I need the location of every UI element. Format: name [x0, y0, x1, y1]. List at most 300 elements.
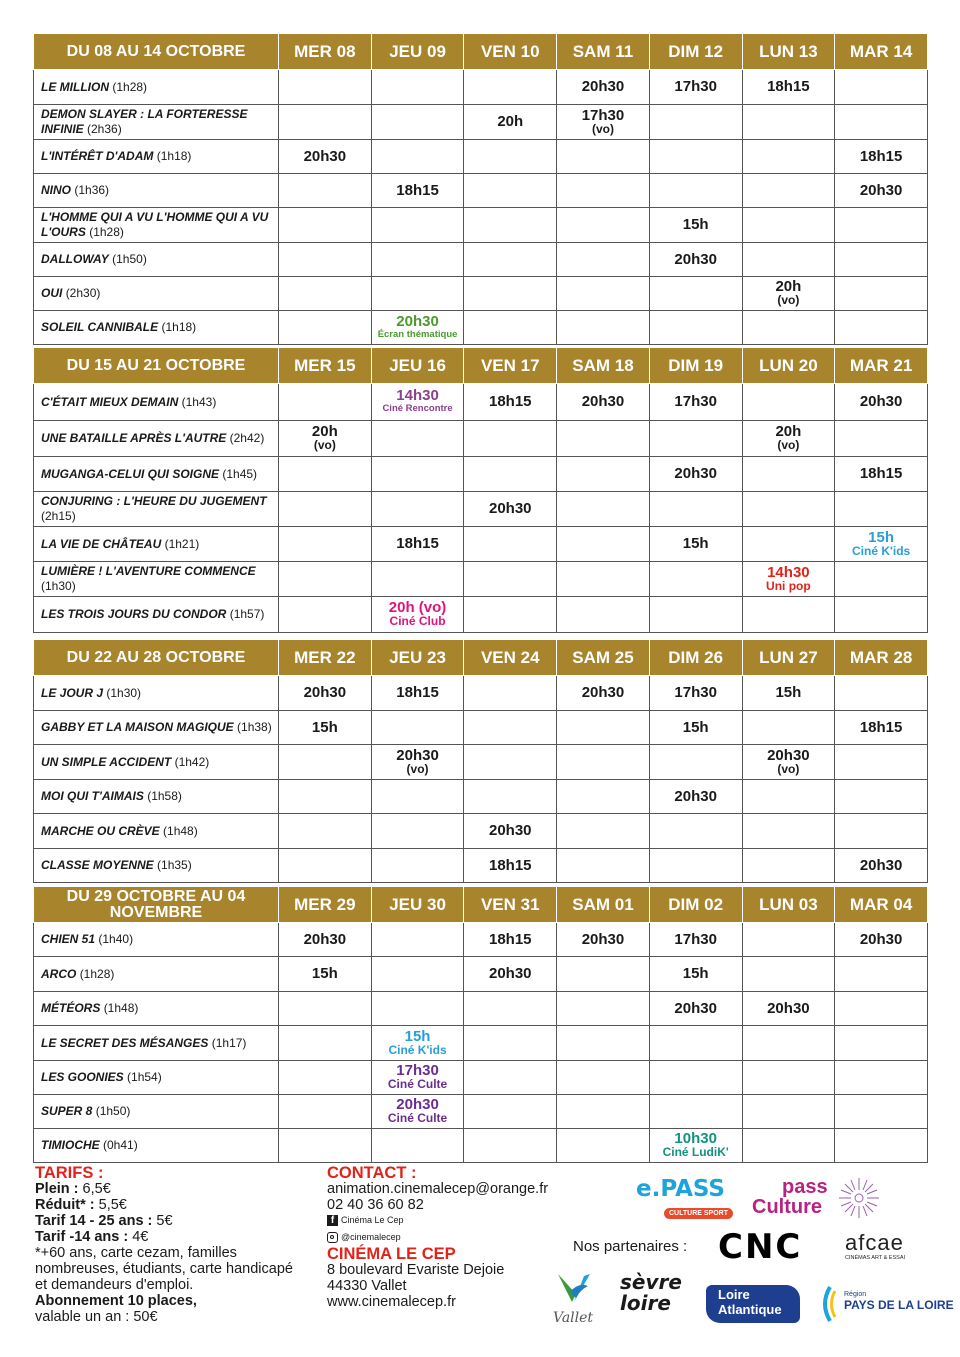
showtime: 18h15	[396, 684, 439, 701]
showtime-cell	[279, 1061, 372, 1095]
showtime-cell	[649, 174, 742, 208]
showtime-cell	[371, 384, 464, 421]
film-row	[34, 745, 928, 780]
showtime-cell	[557, 1061, 650, 1095]
showtime-cell	[279, 676, 372, 711]
showtime-cell	[835, 140, 928, 174]
week-header-row	[34, 640, 928, 676]
film-row	[34, 711, 928, 745]
showtime-cell	[464, 957, 557, 992]
showtime-note: Ciné LudiK'	[662, 1145, 729, 1159]
showtime-cell	[557, 140, 650, 174]
showtime-cell	[279, 1129, 372, 1163]
day-header: JEU 09	[371, 34, 464, 70]
showtime-cell	[742, 745, 835, 780]
showtime-cell	[649, 457, 742, 492]
film-title: MARCHE OU CRÈVE	[41, 823, 160, 838]
film-cell	[34, 311, 279, 345]
showtime-cell	[835, 208, 928, 243]
showtime-note: (vo)	[777, 293, 800, 307]
showtime-cell	[279, 174, 372, 208]
showtime: 20h	[775, 278, 802, 295]
showtime-cell	[742, 174, 835, 208]
instagram-link[interactable]: @cinemalecep	[327, 1228, 607, 1246]
showtime-cell	[742, 311, 835, 345]
showtime: 18h15	[859, 147, 903, 165]
facebook-icon: f	[327, 1215, 338, 1226]
film-duration: (1h58)	[147, 789, 182, 803]
film-row	[34, 1026, 928, 1061]
film-row	[34, 1129, 928, 1163]
pass-culture-burst-icon	[837, 1176, 881, 1220]
showtime-cell	[649, 780, 742, 814]
loire-atlantique-logo: Loire Atlantique	[706, 1285, 800, 1323]
film-duration: (1h28)	[112, 79, 148, 94]
showtime: 18h15	[859, 465, 903, 482]
address-line-1: 8 boulevard Evariste Dejoie	[327, 1262, 505, 1278]
showtime-cell	[371, 421, 464, 457]
day-header: SAM 25	[557, 640, 650, 676]
showtime-note: Écran thématique	[377, 328, 458, 340]
showtime-cell	[742, 527, 835, 562]
showtime-cell	[835, 384, 928, 421]
showtime-cell	[835, 923, 928, 957]
showtime-cell	[835, 745, 928, 780]
week-table	[33, 639, 928, 883]
film-duration: (1h45)	[222, 466, 258, 481]
day-header: MAR 28	[835, 640, 928, 676]
showtime-cell	[279, 527, 372, 562]
film-duration: (1h50)	[95, 1104, 131, 1118]
showtime-cell	[649, 711, 742, 745]
film-cell	[34, 992, 279, 1026]
day-header: VEN 17	[464, 348, 557, 384]
showtime-cell	[371, 277, 464, 311]
showtime-cell	[557, 562, 650, 597]
showtime-cell	[557, 311, 650, 345]
week-header-row	[34, 34, 928, 70]
showtime-cell	[649, 208, 742, 243]
showtime-cell	[557, 992, 650, 1026]
week-title: DU 29 OCTOBRE AU 04 NOVEMBRE	[34, 887, 279, 923]
showtime-note: Ciné K'ids	[852, 543, 911, 558]
showtime: 20h30	[488, 500, 532, 517]
instagram-icon	[327, 1232, 338, 1243]
showtime: 20h (vo)	[388, 599, 447, 616]
film-duration: (1h48)	[103, 1001, 139, 1015]
facebook-link[interactable]: f Cinéma Le Cep	[327, 1213, 607, 1228]
showtime-cell	[742, 384, 835, 421]
showtime-cell	[371, 1026, 464, 1061]
showtime-cell	[557, 1026, 650, 1061]
film-duration: (1h18)	[156, 149, 192, 163]
day-header: JEU 16	[371, 348, 464, 384]
showtime-cell	[742, 1095, 835, 1129]
showtime-note: Uni pop	[766, 578, 811, 593]
showtime-cell	[464, 923, 557, 957]
showtime-cell	[557, 384, 650, 421]
showtime-cell	[557, 676, 650, 711]
film-duration: (1h30)	[106, 685, 142, 700]
showtime: 20h30	[859, 393, 903, 410]
showtime-cell	[464, 174, 557, 208]
tarif-note: *+60 ans, carte cezam, familles nombreuses, étudiants, carte handicapé et demandeurs d'emploi.	[35, 1245, 293, 1293]
day-header: VEN 24	[464, 640, 557, 676]
film-title: L'HOMME QUI A VU L'HOMME QUI A VU L'OURS	[41, 210, 269, 239]
showtime-cell	[464, 562, 557, 597]
showtime-cell	[742, 1026, 835, 1061]
film-cell	[34, 814, 279, 849]
epass-logo: e.PASS CULTURE SPORT	[636, 1176, 738, 1222]
film-cell	[34, 676, 279, 711]
film-row	[34, 676, 928, 711]
showtime-note: Ciné Culte	[387, 1111, 448, 1125]
contact-email[interactable]: animation.cinemalecep@orange.fr	[327, 1181, 549, 1197]
film-title: ARCO	[41, 966, 77, 981]
showtime-cell	[557, 243, 650, 277]
film-cell	[34, 745, 279, 780]
showtime: 17h30	[674, 78, 717, 95]
film-duration: (2h42)	[229, 431, 265, 445]
showtime-cell	[742, 849, 835, 883]
film-row	[34, 208, 928, 243]
showtime-cell	[649, 421, 742, 457]
showtime: 18h15	[396, 181, 439, 199]
film-duration: (1h18)	[161, 320, 197, 334]
showtime-cell	[557, 957, 650, 992]
showtime: 20h30	[859, 856, 903, 874]
showtime-cell	[371, 457, 464, 492]
film-title: MÉTÉORS	[41, 1001, 101, 1015]
showtime-cell	[649, 492, 742, 527]
afcae-logo: afcae CINÉMAS ART & ESSAI	[845, 1230, 906, 1261]
showtime-cell	[649, 1129, 742, 1163]
showtime: 17h30	[396, 1062, 439, 1079]
film-row	[34, 849, 928, 883]
showtime: 20h30	[674, 250, 717, 268]
showtime: 15h	[311, 965, 338, 982]
showtime-cell	[279, 311, 372, 345]
showtime-note: Ciné K'ids	[388, 1042, 447, 1057]
showtime-cell	[371, 527, 464, 562]
showtime-cell	[279, 780, 372, 814]
day-header: LUN 27	[742, 640, 835, 676]
showtime-cell	[835, 492, 928, 527]
showtime: 20h	[311, 423, 338, 440]
film-row	[34, 457, 928, 492]
showtime-cell	[464, 277, 557, 311]
showtime-cell	[835, 814, 928, 849]
showtime-cell	[835, 277, 928, 311]
film-row	[34, 957, 928, 992]
showtime: 17h30	[674, 684, 717, 701]
day-header: DIM 26	[649, 640, 742, 676]
showtime-cell	[742, 243, 835, 277]
film-duration: (1h50)	[112, 252, 147, 266]
showtime-cell	[279, 277, 372, 311]
showtime-cell	[279, 140, 372, 174]
day-header: MER 29	[279, 887, 372, 923]
showtime-cell	[371, 174, 464, 208]
showtime-cell	[279, 208, 372, 243]
showtime-cell	[649, 745, 742, 780]
showtime-cell	[835, 676, 928, 711]
film-duration: (2h15)	[41, 509, 76, 523]
day-header: JEU 30	[371, 887, 464, 923]
film-title: LES GOONIES	[41, 1070, 124, 1084]
showtime-cell	[371, 140, 464, 174]
showtime-cell	[649, 923, 742, 957]
showtime: 17h30	[581, 106, 625, 124]
showtime-cell	[557, 849, 650, 883]
showtime: 17h30	[674, 930, 717, 948]
showtime: 20h30	[303, 684, 347, 701]
showtime-cell	[557, 923, 650, 957]
showtime-cell	[649, 562, 742, 597]
showtime-cell	[464, 105, 557, 140]
showtime-cell	[649, 992, 742, 1026]
showtime-cell	[835, 527, 928, 562]
showtime-cell	[835, 1061, 928, 1095]
showtime: 20h30	[488, 965, 532, 982]
film-title: DEMON SLAYER : LA FORTERESSE INFINIE	[41, 107, 248, 136]
region-bracket-icon	[818, 1285, 840, 1323]
showtime-cell	[835, 174, 928, 208]
showtime: 20h30	[396, 746, 439, 764]
showtime-cell	[649, 676, 742, 711]
showtime-cell	[371, 562, 464, 597]
showtime: 15h	[682, 216, 709, 233]
showtime-note: Ciné Rencontre	[382, 403, 453, 414]
showtime-cell	[557, 70, 650, 105]
showtime: 14h30	[767, 563, 810, 581]
showtime-note: (vo)	[777, 438, 800, 452]
showtime-cell	[742, 814, 835, 849]
showtime-cell	[742, 711, 835, 745]
showtime-cell	[742, 457, 835, 492]
film-title: L'INTÉRÊT D'ADAM	[41, 149, 154, 163]
showtime: 20h	[497, 113, 524, 130]
showtime-cell	[835, 311, 928, 345]
showtime-cell	[557, 105, 650, 140]
showtime-cell	[557, 1095, 650, 1129]
showtime-cell	[557, 457, 650, 492]
showtime-cell	[649, 243, 742, 277]
day-header: LUN 13	[742, 34, 835, 70]
film-row	[34, 70, 928, 105]
showtime: 20h30	[396, 1096, 439, 1113]
film-duration: (1h28)	[89, 225, 124, 239]
film-row	[34, 1095, 928, 1129]
showtime-cell	[557, 174, 650, 208]
showtime: 20h30	[674, 465, 717, 482]
film-cell	[34, 105, 279, 140]
showtime-cell	[279, 562, 372, 597]
showtime: 20h30	[674, 787, 717, 805]
showtime-note: Ciné Culte	[387, 1077, 448, 1091]
film-cell	[34, 849, 279, 883]
day-header: VEN 31	[464, 887, 557, 923]
film-duration: (1h40)	[98, 932, 134, 946]
film-cell	[34, 457, 279, 492]
showtime-cell	[464, 1061, 557, 1095]
showtime-cell	[464, 814, 557, 849]
film-duration: (1h43)	[181, 394, 217, 409]
showtime-note: (vo)	[313, 438, 336, 452]
showtime-cell	[279, 957, 372, 992]
film-duration: (1h48)	[163, 823, 198, 838]
showtime-cell	[742, 70, 835, 105]
film-title: LE MILLION	[41, 79, 109, 94]
showtime-cell	[279, 70, 372, 105]
showtime-note: (vo)	[777, 761, 800, 776]
showtime-cell	[557, 421, 650, 457]
film-cell	[34, 527, 279, 562]
showtime-cell	[464, 1129, 557, 1163]
film-row	[34, 597, 928, 633]
film-cell	[34, 384, 279, 421]
film-duration: (1h35)	[157, 858, 192, 872]
film-title: TIMIOCHE	[41, 1138, 100, 1152]
day-header: MAR 04	[835, 887, 928, 923]
film-row	[34, 814, 928, 849]
showtime-cell	[464, 457, 557, 492]
showtime: 20h30	[396, 312, 439, 330]
showtime-cell	[835, 457, 928, 492]
showtime-cell	[371, 711, 464, 745]
film-cell	[34, 780, 279, 814]
showtime-cell	[464, 140, 557, 174]
week-header-row	[34, 887, 928, 923]
showtime-cell	[279, 243, 372, 277]
showtime-cell	[557, 597, 650, 633]
showtime: 14h30	[396, 387, 439, 404]
showtime: 15h	[775, 684, 802, 701]
showtime: 20h30	[581, 78, 625, 95]
day-header: DIM 12	[649, 34, 742, 70]
showtime: 15h	[404, 1027, 431, 1045]
film-duration: (2h36)	[87, 122, 122, 136]
showtime: 20h30	[767, 999, 810, 1017]
showtime-cell	[371, 957, 464, 992]
film-row	[34, 421, 928, 457]
showtime-cell	[371, 992, 464, 1026]
film-row	[34, 492, 928, 527]
showtime-cell	[557, 780, 650, 814]
showtime-cell	[279, 492, 372, 527]
showtime-cell	[371, 597, 464, 633]
showtime-cell	[649, 277, 742, 311]
showtime: 18h15	[396, 535, 439, 552]
showtime-cell	[742, 780, 835, 814]
showtime-cell	[279, 745, 372, 780]
film-title: CHIEN 51	[41, 932, 96, 946]
showtime: 20h30	[767, 746, 810, 764]
day-header: MER 15	[279, 348, 372, 384]
film-title: LA VIE DE CHÂTEAU	[41, 536, 162, 551]
showtime: 20h30	[859, 181, 903, 199]
showtime-cell	[371, 1129, 464, 1163]
showtime-cell	[742, 676, 835, 711]
showtime: 15h	[311, 718, 338, 736]
film-title: UNE BATAILLE APRÈS L'AUTRE	[41, 431, 227, 445]
film-cell	[34, 243, 279, 277]
showtime-cell	[464, 70, 557, 105]
showtime-cell	[464, 208, 557, 243]
sevre-loire-logo: sèvre loire	[620, 1270, 682, 1315]
showtime: 20h30	[581, 393, 625, 410]
showtime-cell	[835, 711, 928, 745]
film-duration: (2h30)	[65, 286, 101, 300]
showtime-cell	[371, 923, 464, 957]
film-cell	[34, 174, 279, 208]
showtime-cell	[835, 243, 928, 277]
showtime-cell	[371, 1095, 464, 1129]
showtime-cell	[279, 1095, 372, 1129]
film-duration: (1h54)	[127, 1070, 162, 1084]
showtime-cell	[557, 277, 650, 311]
address-line-2: 44330 Vallet	[327, 1278, 407, 1294]
showtime-cell	[279, 814, 372, 849]
film-cell	[34, 923, 279, 957]
film-cell	[34, 597, 279, 633]
showtime: 18h15	[488, 393, 532, 410]
showtime: 15h	[682, 718, 709, 736]
film-row	[34, 277, 928, 311]
showtime-cell	[649, 814, 742, 849]
contact-phone[interactable]: 02 40 36 60 82	[327, 1197, 424, 1213]
cinema-name: CINÉMA LE CEP	[327, 1245, 456, 1263]
contact-heading: CONTACT :	[327, 1164, 417, 1182]
film-cell	[34, 1129, 279, 1163]
film-duration: (1h42)	[174, 754, 210, 769]
film-row	[34, 527, 928, 562]
showtime: 18h15	[859, 718, 903, 736]
film-title: GABBY ET LA MAISON MAGIQUE	[41, 720, 234, 734]
film-row	[34, 384, 928, 421]
film-row	[34, 923, 928, 957]
showtime-cell	[835, 105, 928, 140]
vallet-logo: Vallet	[550, 1272, 600, 1324]
website-link[interactable]: www.cinemalecep.fr	[327, 1294, 456, 1310]
showtime: 20h30	[581, 930, 625, 948]
showtime-cell	[649, 957, 742, 992]
showtime-cell	[742, 105, 835, 140]
showtime-cell	[371, 105, 464, 140]
showtime-cell	[649, 527, 742, 562]
film-cell	[34, 277, 279, 311]
showtime: 18h15	[488, 930, 532, 948]
tarif-14-25: Tarif 14 - 25 ans : 5€	[35, 1213, 173, 1229]
showtime-cell	[742, 140, 835, 174]
showtime-cell	[649, 105, 742, 140]
film-cell	[34, 208, 279, 243]
showtime-cell	[464, 676, 557, 711]
showtime-cell	[742, 957, 835, 992]
showtime-cell	[464, 711, 557, 745]
day-header: MER 08	[279, 34, 372, 70]
film-cell	[34, 957, 279, 992]
film-title: LUMIÈRE ! L'AVENTURE COMMENCE	[41, 564, 256, 578]
film-duration: (1h21)	[164, 536, 200, 551]
film-cell	[34, 711, 279, 745]
day-header: MER 22	[279, 640, 372, 676]
week-title: DU 15 AU 21 OCTOBRE	[34, 348, 279, 384]
showtime-cell	[371, 676, 464, 711]
week-table	[33, 886, 928, 1163]
showtime-cell	[371, 780, 464, 814]
showtime-cell	[371, 243, 464, 277]
